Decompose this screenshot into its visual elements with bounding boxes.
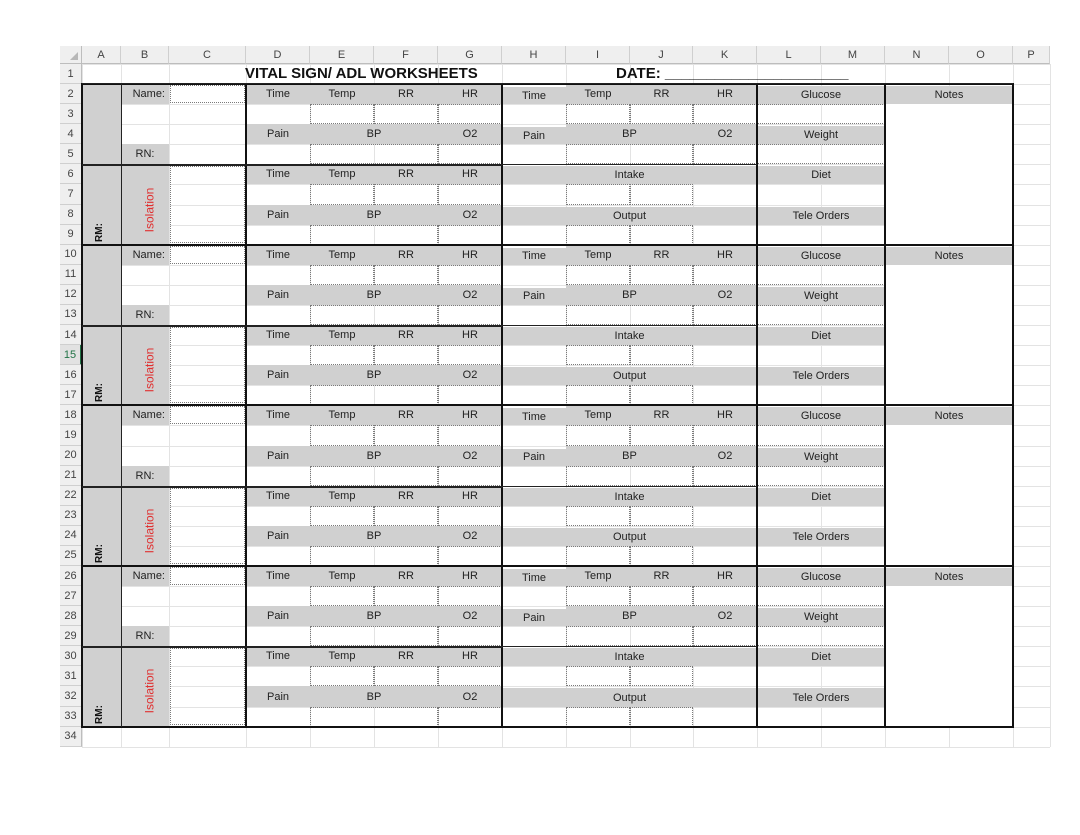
block-4-vitals-2-temp-label: Temp: [310, 646, 374, 666]
row-header-24[interactable]: 24: [60, 526, 82, 546]
block-1-vitals-1-pain-label: Pain: [246, 124, 310, 144]
row-header-30[interactable]: 30: [60, 646, 82, 666]
block-1-vitals-2-bp-label: BP: [310, 205, 438, 225]
row-header-9[interactable]: 9: [60, 225, 82, 245]
column-header-p[interactable]: P: [1013, 46, 1050, 64]
block-4-ab-divider: [121, 566, 122, 727]
block-3-vitals-1-bp-label: BP: [310, 446, 438, 466]
block-3-isolation-label: Isolation: [142, 508, 157, 554]
column-header-f[interactable]: F: [374, 46, 438, 64]
block-2-vitals-3-o2-label: O2: [693, 285, 757, 305]
block-2-ab-divider: [121, 245, 122, 406]
block-2-mid-divider: [82, 325, 502, 327]
block-2-weight-label: Weight: [757, 287, 885, 305]
row-header-19[interactable]: 19: [60, 425, 82, 445]
row-header-8[interactable]: 8: [60, 205, 82, 225]
block-2-vitals-1-hr-label: HR: [438, 245, 502, 265]
block-4-vitals-1-pain-label: Pain: [246, 606, 310, 626]
block-4-rn-label: RN:: [121, 626, 169, 646]
row-header-5[interactable]: 5: [60, 144, 82, 164]
gridline-row: [82, 747, 1050, 748]
block-2-vitals-3-temp-label: Temp: [566, 245, 630, 265]
block-4-rm-label: RM:: [93, 704, 105, 724]
block-4-name-label: Name:: [121, 566, 169, 586]
block-3-vitals-2-rr-label: RR: [374, 486, 438, 506]
block-4-vitals-3-temp-label: Temp: [566, 566, 630, 586]
title-row-bottom: [82, 83, 1013, 84]
block-3-vitals-1-o2-label: O2: [438, 446, 502, 466]
column-header-k[interactable]: K: [693, 46, 757, 64]
block-4-vitals-3-time-label: Time: [502, 569, 566, 586]
row-header-3[interactable]: 3: [60, 104, 82, 124]
block-2-vitals-2-o2-label: O2: [438, 365, 502, 385]
block-3-vitals-3-bp-label: BP: [566, 446, 693, 466]
block-2-vitals-1-temp-label: Temp: [310, 245, 374, 265]
block-1-vitals-2-hr-label: HR: [438, 164, 502, 184]
block-1-intake-label: Intake: [502, 166, 757, 184]
block-3-mid-divider: [82, 486, 502, 488]
row-header-27[interactable]: 27: [60, 586, 82, 606]
column-header-l[interactable]: L: [757, 46, 821, 64]
row-header-13[interactable]: 13: [60, 305, 82, 325]
block-3-tele-orders-label: Tele Orders: [757, 528, 885, 546]
block-3-glucose-label: Glucose: [757, 407, 885, 425]
block-2-vitals-1-pain-label: Pain: [246, 285, 310, 305]
block-1-diet-label: Diet: [757, 166, 885, 184]
block-2-isolation-label: Isolation: [142, 347, 157, 393]
block-4-intake-label: Intake: [502, 648, 757, 666]
row-header-23[interactable]: 23: [60, 506, 82, 526]
block-1-vitals-2-temp-label: Temp: [310, 164, 374, 184]
block-3-vitals-1-rr-label: RR: [374, 405, 438, 425]
worksheet-title: VITAL SIGN/ ADL WORKSHEETS: [245, 65, 478, 82]
block-4-section-border: [884, 565, 1014, 728]
block-4-vitals-3-pain-label: Pain: [502, 609, 566, 626]
row-header-34[interactable]: 34: [60, 727, 82, 747]
block-1-vitals-1-rr-label: RR: [374, 84, 438, 104]
row-header-32[interactable]: 32: [60, 686, 82, 706]
block-3-vitals-2-temp-label: Temp: [310, 486, 374, 506]
row-header-16[interactable]: 16: [60, 365, 82, 385]
column-header-h[interactable]: H: [502, 46, 566, 64]
row-header-18[interactable]: 18: [60, 405, 82, 425]
row-header-28[interactable]: 28: [60, 606, 82, 626]
block-1-vitals-3-bp-label: BP: [566, 124, 693, 144]
block-2-vitals-3-rr-label: RR: [630, 245, 693, 265]
block-1-ab-divider: [121, 84, 122, 245]
block-1-section-border: [884, 83, 1014, 246]
block-1-vitals-1-hr-label: HR: [438, 84, 502, 104]
block-3-hk-divider: [502, 486, 757, 487]
block-1-section-border: [756, 83, 886, 246]
block-4-vitals-1-o2-label: O2: [438, 606, 502, 626]
row-header-25[interactable]: 25: [60, 546, 82, 566]
block-1-vitals-3-time-label: Time: [502, 87, 566, 104]
block-2-vitals-1-bp-label: BP: [310, 285, 438, 305]
block-2-notes-label: Notes: [885, 247, 1013, 265]
block-3-vitals-2-bp-label: BP: [310, 526, 438, 546]
row-header-15[interactable]: 15: [60, 345, 82, 365]
row-header-14[interactable]: 14: [60, 325, 82, 345]
block-1-isolation-label: Isolation: [142, 187, 157, 232]
block-2-vitals-3-hr-label: HR: [693, 245, 757, 265]
block-1-vitals-3-pain-label: Pain: [502, 127, 566, 144]
block-2-tele-orders-label: Tele Orders: [757, 367, 885, 385]
block-3-name-label: Name:: [121, 405, 169, 425]
column-header-e[interactable]: E: [310, 46, 374, 64]
block-2-vitals-3-pain-label: Pain: [502, 288, 566, 305]
block-4-vitals-1-temp-label: Temp: [310, 566, 374, 586]
column-header-m[interactable]: M: [821, 46, 885, 64]
block-2-diet-label: Diet: [757, 327, 885, 345]
block-3-vitals-1-hr-label: HR: [438, 405, 502, 425]
block-1-output-label: Output: [502, 207, 757, 225]
block-1-vitals-3-rr-label: RR: [630, 84, 693, 104]
row-header-21[interactable]: 21: [60, 466, 82, 486]
block-4-vitals-3-bp-label: BP: [566, 606, 693, 626]
block-1-rn-label: RN:: [121, 144, 169, 164]
block-3-vitals-3-pain-label: Pain: [502, 449, 566, 466]
block-2-section-border: [884, 244, 1014, 407]
block-2-vitals-1-time-label: Time: [246, 245, 310, 265]
row-header-22[interactable]: 22: [60, 486, 82, 506]
block-4-vitals-2-rr-label: RR: [374, 646, 438, 666]
block-3-vitals-3-o2-label: O2: [693, 446, 757, 466]
block-4-vitals-2-time-label: Time: [246, 646, 310, 666]
select-all-corner[interactable]: [60, 46, 82, 64]
block-2-vitals-3-bp-label: BP: [566, 285, 693, 305]
row-header-2[interactable]: 2: [60, 84, 82, 104]
block-2-vitals-2-time-label: Time: [246, 325, 310, 345]
block-2-glucose-label: Glucose: [757, 247, 885, 265]
block-4-output-label: Output: [502, 688, 757, 706]
column-header-b[interactable]: B: [121, 46, 169, 64]
block-4-vitals-2-pain-label: Pain: [246, 686, 310, 706]
block-3-diet-label: Diet: [757, 488, 885, 506]
block-1-vitals-2-time-label: Time: [246, 164, 310, 184]
row-header-17[interactable]: 17: [60, 385, 82, 405]
row-header-7[interactable]: 7: [60, 184, 82, 204]
row-header-29[interactable]: 29: [60, 626, 82, 646]
date-label: DATE: ______________________: [616, 65, 849, 82]
block-4-notes-label: Notes: [885, 568, 1013, 586]
block-4-section-border: [756, 565, 886, 728]
block-2-output-label: Output: [502, 367, 757, 385]
block-2-vitals-1-rr-label: RR: [374, 245, 438, 265]
row-header-26[interactable]: 26: [60, 566, 82, 586]
block-2-vitals-2-hr-label: HR: [438, 325, 502, 345]
row-header-1[interactable]: 1: [60, 64, 82, 84]
row-header-11[interactable]: 11: [60, 265, 82, 285]
block-4-vitals-2-bp-label: BP: [310, 686, 438, 706]
block-3-section-border: [756, 404, 886, 567]
row-header-33[interactable]: 33: [60, 707, 82, 727]
block-3-vitals-2-hr-label: HR: [438, 486, 502, 506]
block-1-vitals-2-o2-label: O2: [438, 205, 502, 225]
block-3-vitals-1-pain-label: Pain: [246, 446, 310, 466]
block-3-rm-label: RM:: [93, 543, 105, 563]
block-1-tele-orders-label: Tele Orders: [757, 207, 885, 225]
column-header-a[interactable]: A: [82, 46, 121, 64]
block-2-vitals-2-pain-label: Pain: [246, 365, 310, 385]
block-2-vitals-3-time-label: Time: [502, 248, 566, 265]
column-header-i[interactable]: I: [566, 46, 630, 64]
block-3-rn-label: RN:: [121, 466, 169, 486]
block-1-vitals-2-rr-label: RR: [374, 164, 438, 184]
row-header-20[interactable]: 20: [60, 446, 82, 466]
block-3-vitals-2-o2-label: O2: [438, 526, 502, 546]
block-4-glucose-label: Glucose: [757, 568, 885, 586]
block-1-vitals-1-temp-label: Temp: [310, 84, 374, 104]
block-1-vitals-3-temp-label: Temp: [566, 84, 630, 104]
block-1-vitals-1-time-label: Time: [246, 84, 310, 104]
block-3-vitals-3-time-label: Time: [502, 408, 566, 425]
block-4-vitals-2-o2-label: O2: [438, 686, 502, 706]
block-3-vitals-3-rr-label: RR: [630, 405, 693, 425]
block-4-vitals-3-rr-label: RR: [630, 566, 693, 586]
block-4-vitals-1-hr-label: HR: [438, 566, 502, 586]
block-4-vitals-2-hr-label: HR: [438, 646, 502, 666]
block-1-notes-label: Notes: [885, 86, 1013, 104]
block-1-glucose-label: Glucose: [757, 86, 885, 104]
block-1-vitals-3-hr-label: HR: [693, 84, 757, 104]
block-4-mid-divider: [82, 646, 502, 648]
block-1-rm-label: RM:: [93, 222, 105, 242]
block-1-vitals-2-pain-label: Pain: [246, 205, 310, 225]
column-header-c[interactable]: C: [169, 46, 246, 64]
block-1-vitals-3-o2-label: O2: [693, 124, 757, 144]
block-3-output-label: Output: [502, 528, 757, 546]
block-2-rn-label: RN:: [121, 305, 169, 325]
block-2-intake-label: Intake: [502, 327, 757, 345]
row-header-10[interactable]: 10: [60, 245, 82, 265]
block-3-vitals-1-temp-label: Temp: [310, 405, 374, 425]
block-3-intake-label: Intake: [502, 488, 757, 506]
column-header-j[interactable]: J: [630, 46, 693, 64]
block-4-isolation-label: Isolation: [142, 669, 157, 714]
block-2-vitals-2-temp-label: Temp: [310, 325, 374, 345]
gridline-col: [1050, 64, 1051, 747]
block-2-name-label: Name:: [121, 245, 169, 265]
block-4-vitals-3-hr-label: HR: [693, 566, 757, 586]
row-header-4[interactable]: 4: [60, 124, 82, 144]
column-header-d[interactable]: D: [246, 46, 310, 64]
block-3-vitals-3-hr-label: HR: [693, 405, 757, 425]
block-2-vitals-2-rr-label: RR: [374, 325, 438, 345]
block-3-vitals-2-time-label: Time: [246, 486, 310, 506]
block-2-vitals-2-bp-label: BP: [310, 365, 438, 385]
block-3-section-border: [884, 404, 1014, 567]
block-3-vitals-1-time-label: Time: [246, 405, 310, 425]
block-4-tele-orders-label: Tele Orders: [757, 688, 885, 706]
block-2-hk-divider: [502, 325, 757, 326]
block-4-vitals-1-time-label: Time: [246, 566, 310, 586]
block-1-weight-label: Weight: [757, 126, 885, 144]
block-3-vitals-3-temp-label: Temp: [566, 405, 630, 425]
block-1-vitals-1-o2-label: O2: [438, 124, 502, 144]
block-3-vitals-2-pain-label: Pain: [246, 526, 310, 546]
column-header-g[interactable]: G: [438, 46, 502, 64]
block-2-section-border: [756, 244, 886, 407]
block-3-notes-label: Notes: [885, 407, 1013, 425]
block-4-vitals-1-rr-label: RR: [374, 566, 438, 586]
row-header-12[interactable]: 12: [60, 285, 82, 305]
block-1-hk-divider: [502, 164, 757, 165]
block-1-name-label: Name:: [121, 84, 169, 104]
block-4-vitals-3-o2-label: O2: [693, 606, 757, 626]
block-3-weight-label: Weight: [757, 448, 885, 466]
block-1-vitals-1-bp-label: BP: [310, 124, 438, 144]
column-header-o[interactable]: O: [949, 46, 1013, 64]
block-4-vitals-1-bp-label: BP: [310, 606, 438, 626]
block-4-weight-label: Weight: [757, 608, 885, 626]
block-4-diet-label: Diet: [757, 648, 885, 666]
block-3-ab-divider: [121, 405, 122, 566]
column-header-n[interactable]: N: [885, 46, 949, 64]
row-header-6[interactable]: 6: [60, 164, 82, 184]
block-2-rm-label: RM:: [93, 383, 105, 403]
block-2-vitals-1-o2-label: O2: [438, 285, 502, 305]
block-1-mid-divider: [82, 164, 502, 166]
block-4-hk-divider: [502, 646, 757, 647]
row-header-31[interactable]: 31: [60, 666, 82, 686]
